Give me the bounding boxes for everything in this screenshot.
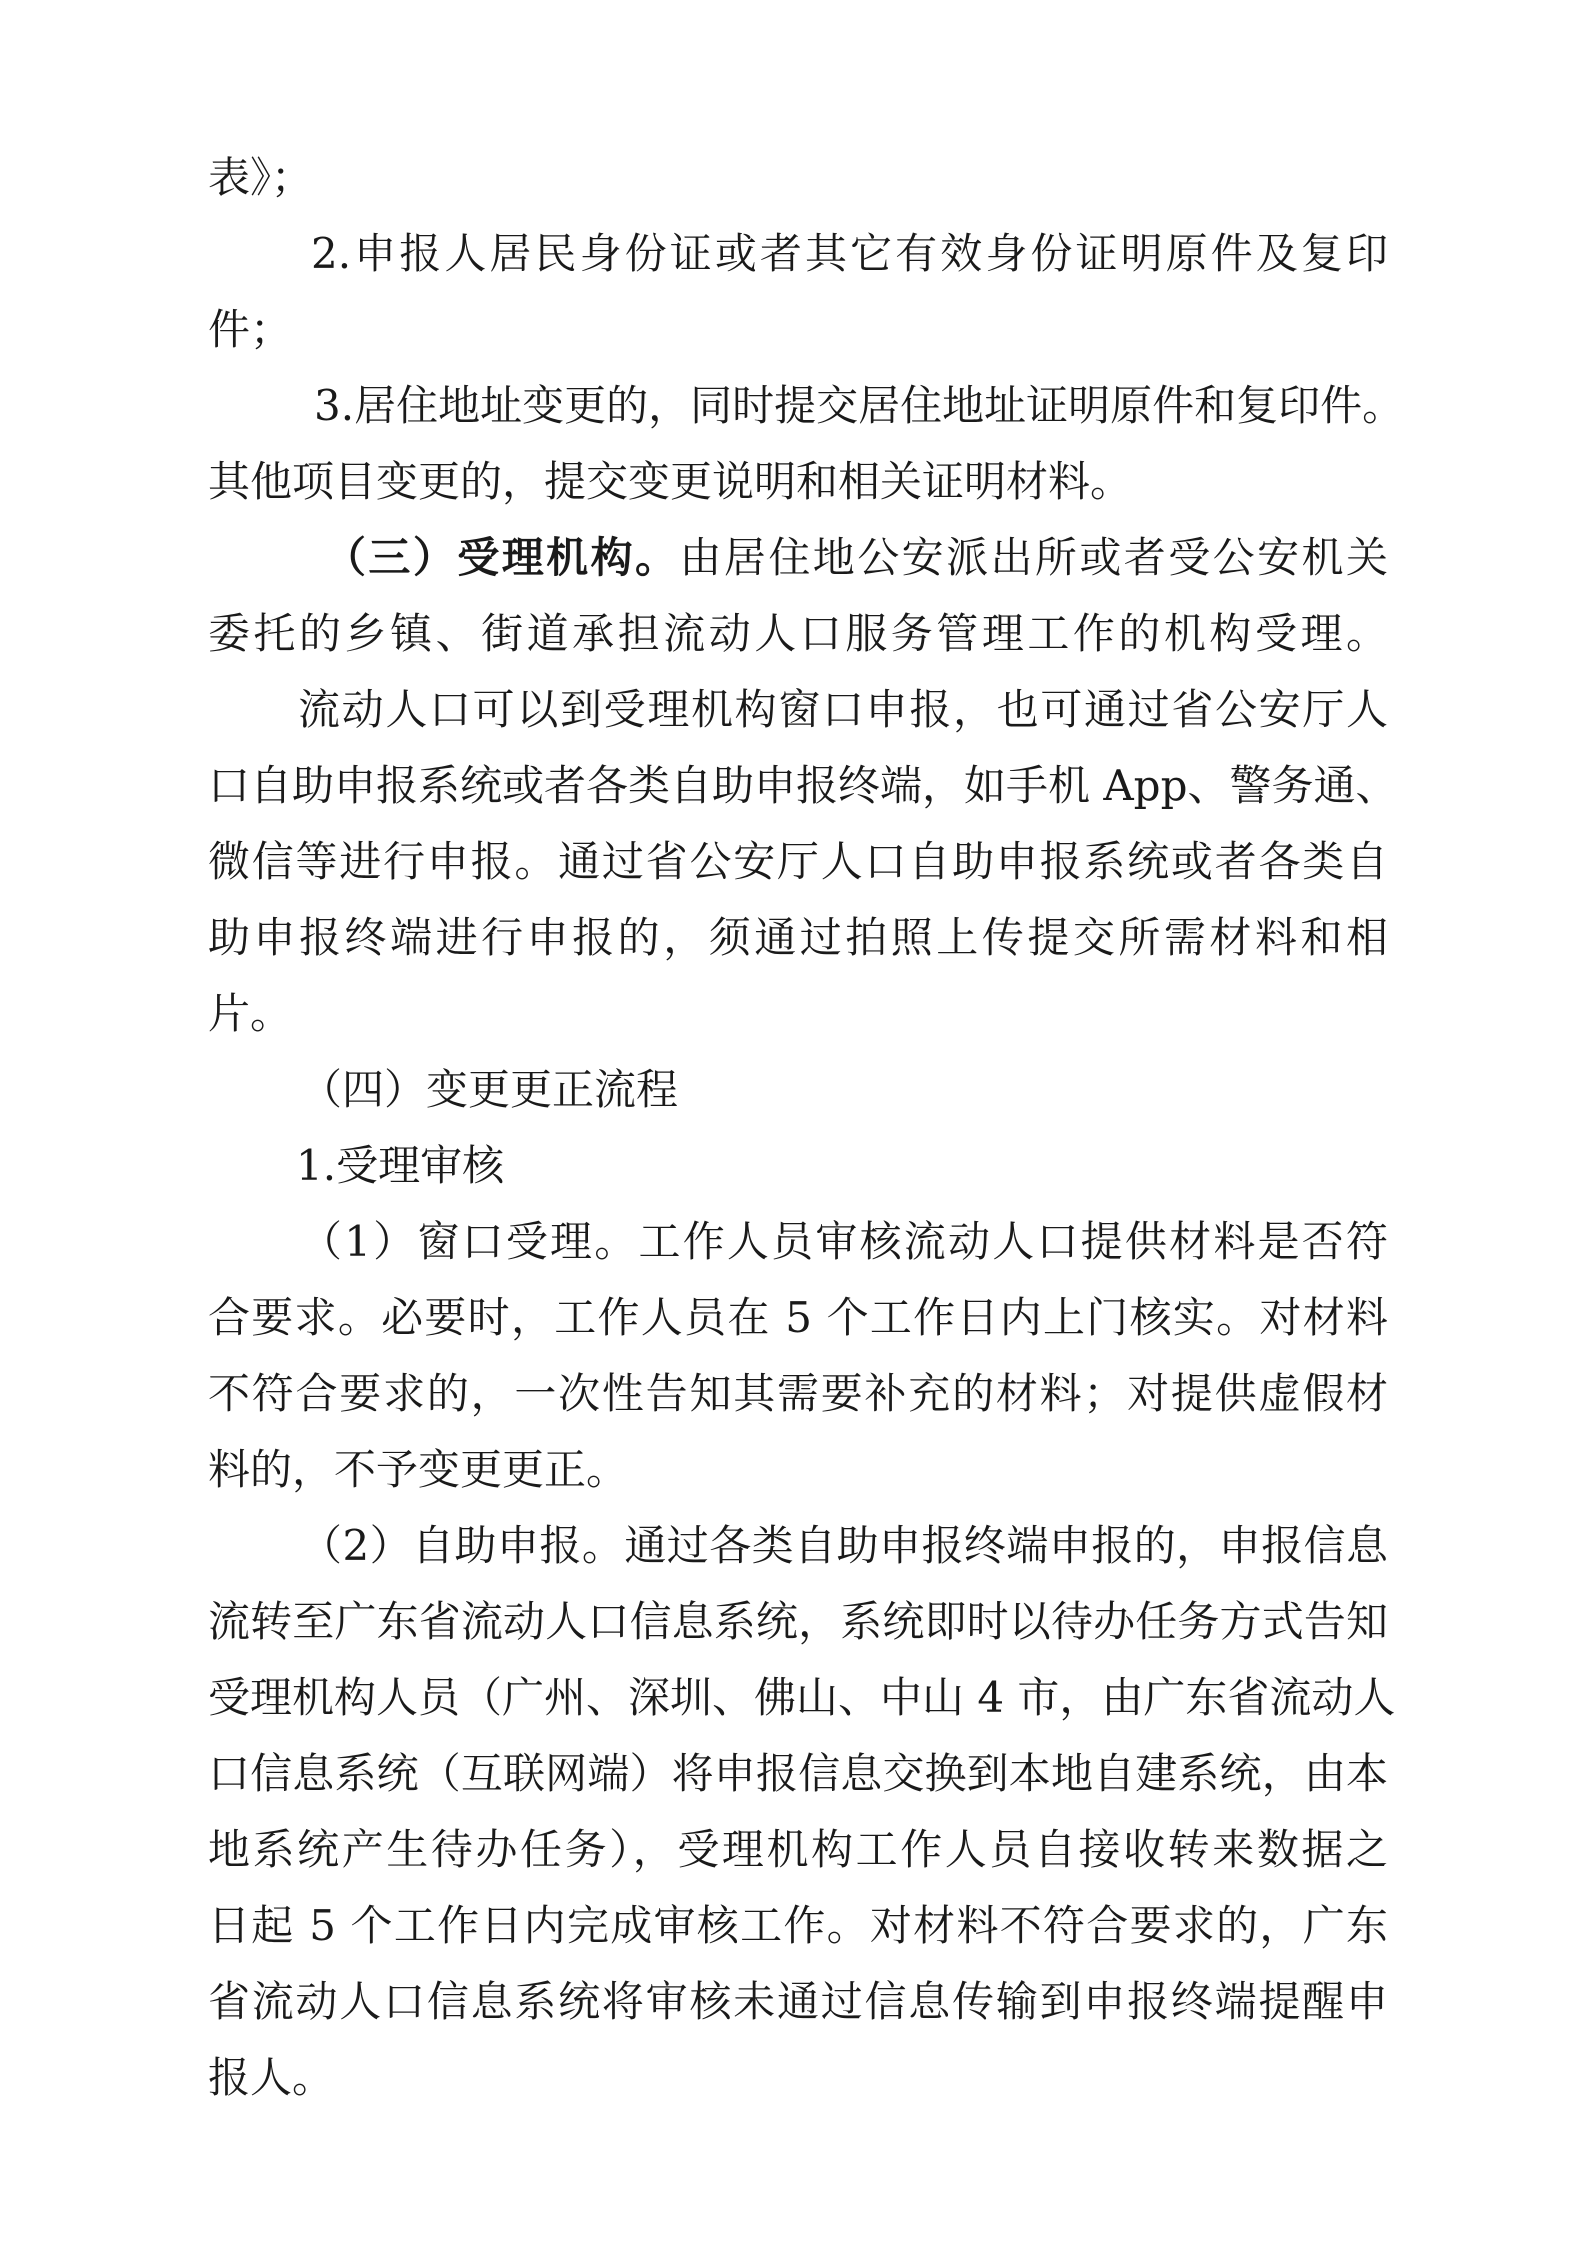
text-line: 不符合要求的，一次性告知其需要补充的材料；对提供虚假材 [208,1369,1388,1418]
subsection-heading: 1.受理审核 [296,1141,505,1190]
text-line: 件； [208,305,293,354]
section-heading-4: （四）变更更正流程 [300,1065,679,1114]
text-line: 委托的乡镇、街道承担流动人口服务管理工作的机构受理。 [208,609,1388,658]
text-line: 口信息系统（互联网端）将申报信息交换到本地自建系统，由本 [208,1749,1388,1798]
text-line: 片。 [208,989,293,1038]
text-line: 合要求。必要时，工作人员在 5 个工作日内上门核实。对材料 [208,1293,1388,1342]
section-line [324,518,1388,598]
text-line: 日起 5 个工作日内完成审核工作。对材料不符合要求的，广东 [208,1901,1388,1950]
section-heading-3: （三）受理机构。 [324,533,680,582]
text-line: 流转至广东省流动人口信息系统，系统即时以待办任务方式告知 [208,1597,1388,1646]
text-line: 受理机构人员（广州、深圳、佛山、中山 4 市，由广东省流动人 [208,1673,1396,1722]
text-line: 表》； [208,153,314,202]
text-span: 由居住地公安派出所或者受公安机关 [679,533,1388,582]
text-line: （1）窗口受理。工作人员审核流动人口提供材料是否符 [300,1217,1388,1266]
text-line: 省流动人口信息系统将审核未通过信息传输到申报终端提醒申 [208,1977,1388,2026]
text-line: （2）自助申报。通过各类自助申报终端申报的，申报信息 [300,1521,1388,1570]
text-line: 地系统产生待办任务），受理机构工作人员自接收转来数据之 [208,1825,1388,1874]
text-line: 助申报终端进行申报的，须通过拍照上传提交所需材料和相 [208,913,1388,962]
text-line: 口自助申报系统或者各类自助申报终端，如手机 App、警务通、 [208,761,1398,810]
text-line: 其他项目变更的，提交变更说明和相关证明材料。 [208,457,1133,506]
text-line: 3.居住地址变更的，同时提交居住地址证明原件和复印件。 [314,381,1405,430]
text-line: 料的，不予变更更正。 [208,1445,629,1494]
text-line: 微信等进行申报。通过省公安厅人口自助申报系统或者各类自 [208,837,1388,886]
text-line: 流动人口可以到受理机构窗口申报，也可通过省公安厅人 [298,685,1388,734]
text-line: 2.申报人居民身份证或者其它有效身份证明原件及复印 [311,229,1388,278]
text-line: 报人。 [208,2053,335,2102]
